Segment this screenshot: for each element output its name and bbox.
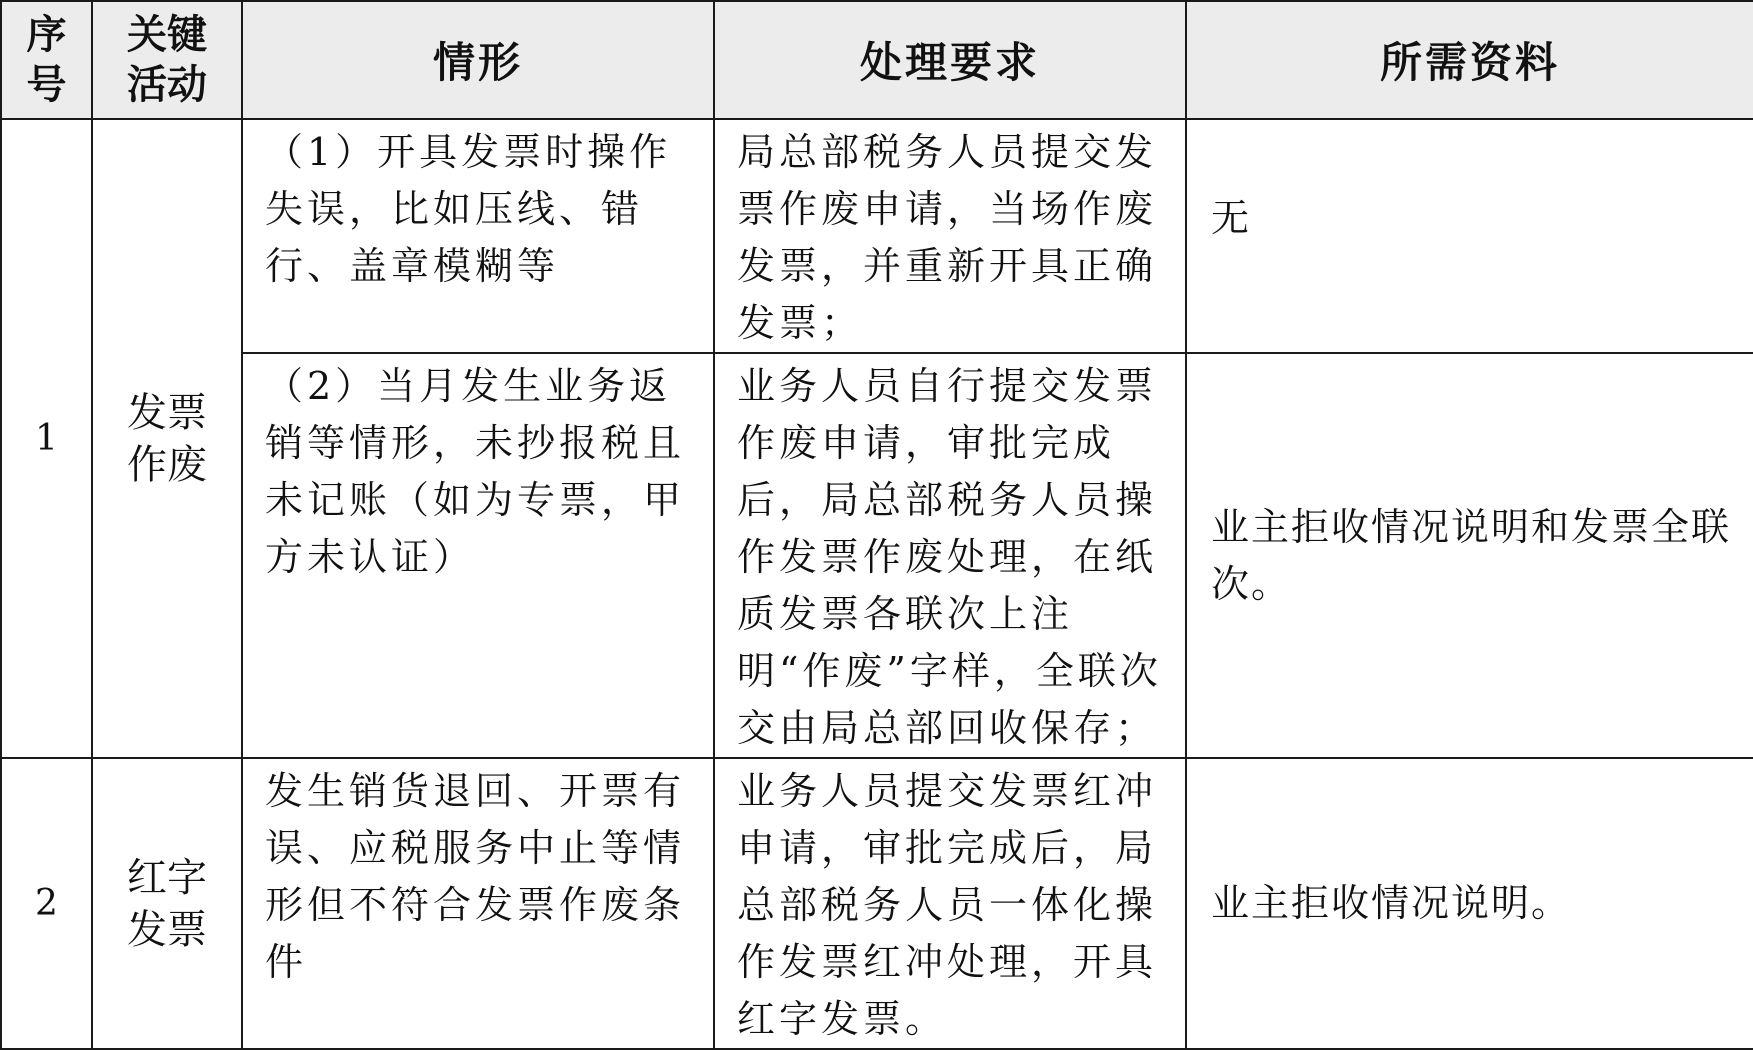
header-requirement: 处理要求 [714,1,1186,119]
table-row [1,758,1753,1049]
row-activity-line1: 发票 [127,389,207,436]
header-activity-line2: 活动 [127,61,207,108]
table-row [1,119,1753,353]
header-seq-line2: 号 [26,61,67,108]
row-seq: 2 [1,758,92,1049]
row-activity-line2: 作废 [127,441,207,488]
materials-cell: 无 [1186,119,1753,353]
header-situation: 情形 [242,1,714,119]
situation-cell: （1）开具发票时操作失误，比如压线、错行、盖章模糊等 [242,119,714,353]
situation-cell: （2）当月发生业务返销等情形，未抄报税且未记账（如为专票，甲方未认证） [242,353,714,758]
header-materials: 所需资料 [1186,1,1753,119]
materials-cell: 业主拒收情况说明。 [1186,758,1753,1049]
header-row [1,1,1753,119]
header-activity [92,1,242,119]
row-seq: 1 [1,119,92,758]
table-row [1,353,1753,758]
row-activity [92,119,242,758]
header-seq [1,1,92,119]
header-activity-line1: 关键 [127,11,207,58]
requirement-cell: 业务人员自行提交发票作废申请，审批完成后，局总部税务人员操作发票作废处理，在纸质发票各联次上注明“作废”字样，全联次交由局总部回收保存； [714,353,1186,758]
materials-cell: 业主拒收情况说明和发票全联次。 [1186,353,1753,758]
row-activity-line1: 红字 [127,854,207,901]
header-seq-line1: 序 [26,11,67,58]
row-activity-line2: 发票 [127,906,207,953]
situation-cell: 发生销货退回、开票有误、应税服务中止等情形但不符合发票作废条件 [242,758,714,1049]
row-activity [92,758,242,1049]
requirement-cell: 业务人员提交发票红冲申请，审批完成后，局总部税务人员一体化操作发票红冲处理，开具红字发票。 [714,758,1186,1049]
requirement-cell: 局总部税务人员提交发票作废申请，当场作废发票，并重新开具正确发票； [714,119,1186,353]
